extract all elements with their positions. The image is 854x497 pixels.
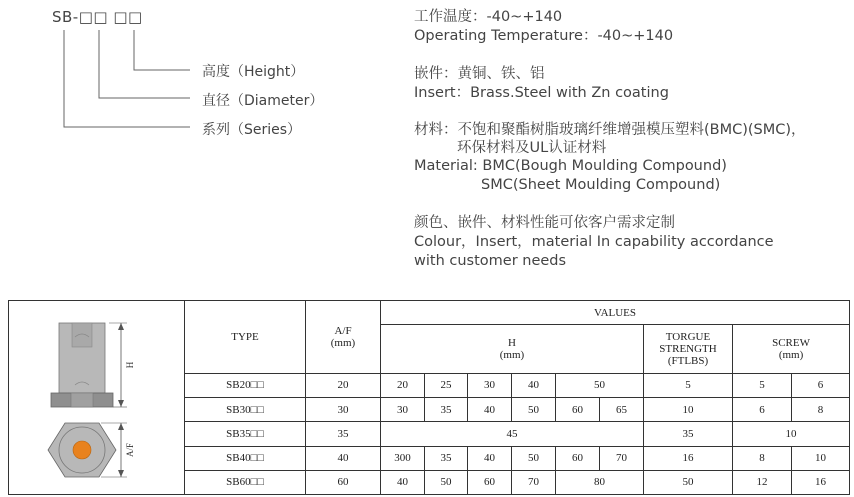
- h-cell: 50: [512, 446, 556, 470]
- product-diagram-cell: [9, 301, 185, 495]
- h-cell: 65: [600, 398, 644, 422]
- header-torque-line2: STRENGTH: [659, 343, 717, 355]
- h-cell: 60: [556, 398, 600, 422]
- h-cell: 70: [512, 470, 556, 494]
- height-label: 高度（Height）: [202, 64, 305, 80]
- torque-cell: 35: [644, 422, 733, 446]
- h-cell: 20: [381, 373, 425, 397]
- height-leader-line: [134, 30, 190, 70]
- h-cell: 40: [512, 373, 556, 397]
- screw-cell: 16: [792, 470, 850, 494]
- material-en-1: Material: BMC(Bough Moulding Compound): [414, 158, 727, 174]
- screw-cell: 8: [733, 446, 792, 470]
- af-cell: 35: [306, 422, 381, 446]
- product-diagram: [9, 301, 185, 491]
- h-cell: 35: [425, 398, 468, 422]
- h-cell: 70: [600, 446, 644, 470]
- header-type: TYPE: [185, 301, 306, 374]
- series-label: 系列（Series）: [202, 122, 302, 138]
- torque-cell: 50: [644, 470, 733, 494]
- type-cell: SB20□□: [185, 373, 306, 397]
- screw-cell: 12: [733, 470, 792, 494]
- colour-en-2: with customer needs: [414, 253, 567, 269]
- material-cn-2: 环保材料及UL认证材料: [457, 140, 607, 156]
- temperature-cn: 工作温度：-40~+140: [414, 9, 563, 25]
- h-cell: 30: [381, 398, 425, 422]
- h-cell: 60: [556, 446, 600, 470]
- h-cell: 50: [425, 470, 468, 494]
- colour-cn: 颜色、嵌件、材料性能可依客户需求定制: [414, 215, 675, 231]
- diameter-leader-line: [99, 30, 190, 98]
- top-view: [48, 423, 135, 477]
- h-cell: 40: [381, 470, 425, 494]
- colour-en-1: Colour，Insert，material In capability accordance: [414, 234, 774, 250]
- model-code: SB-□□ □□: [52, 8, 143, 26]
- type-cell: SB35□□: [185, 422, 306, 446]
- diameter-label: 直径（Diameter）: [202, 93, 324, 109]
- h-cell: 60: [468, 470, 512, 494]
- spec-table-wrapper: [8, 300, 849, 494]
- spec-table: [8, 300, 850, 495]
- side-view: [51, 323, 135, 407]
- h-cell: 25: [425, 373, 468, 397]
- insert-cn: 嵌件：黄铜、铁、铝: [414, 66, 545, 82]
- screw-cell: 10: [792, 446, 850, 470]
- type-cell: SB30□□: [185, 398, 306, 422]
- screw-cell: 6: [792, 373, 850, 397]
- header-torque-line1: TORGUE: [665, 331, 711, 343]
- h-cell: 80: [556, 470, 644, 494]
- af-cell: 30: [306, 398, 381, 422]
- header-h-unit: (mm): [499, 349, 525, 361]
- torque-cell: 16: [644, 446, 733, 470]
- h-cell: 50: [556, 373, 644, 397]
- screw-cell: 10: [733, 422, 850, 446]
- h-cell: 45: [381, 422, 644, 446]
- header-af: [306, 301, 381, 374]
- header-torque: [644, 325, 733, 374]
- insert-hole: [73, 441, 91, 459]
- af-cell: 60: [306, 470, 381, 494]
- screw-cell: 8: [792, 398, 850, 422]
- h-cell: 30: [468, 373, 512, 397]
- af-dimension-label: A/F: [125, 442, 135, 458]
- temperature-en: Operating Temperature：-40~+140: [414, 28, 674, 44]
- screw-cell: 5: [733, 373, 792, 397]
- header-screw: [733, 325, 850, 374]
- af-cell: 40: [306, 446, 381, 470]
- header-values: VALUES: [381, 301, 850, 325]
- h-cell: 40: [468, 398, 512, 422]
- type-cell: SB60□□: [185, 470, 306, 494]
- material-en-2: SMC(Sheet Moulding Compound): [481, 177, 721, 193]
- header-h: [381, 325, 644, 374]
- screw-cell: 6: [733, 398, 792, 422]
- h-cell: 300: [381, 446, 425, 470]
- header-af-unit: (mm): [330, 336, 356, 349]
- h-cell: 35: [425, 446, 468, 470]
- header-torque-line3: (FTLBS): [667, 355, 709, 367]
- material-cn-1: 材料：不饱和聚酯树脂玻璃纤维增强模压塑料(BMC)(SMC)，: [414, 122, 806, 138]
- series-leader-line: [64, 30, 190, 127]
- torque-cell: 10: [644, 398, 733, 422]
- torque-cell: 5: [644, 373, 733, 397]
- h-dimension-label: H: [125, 361, 135, 369]
- header-h-label: H: [508, 337, 516, 349]
- h-cell: 50: [512, 398, 556, 422]
- af-cell: 20: [306, 373, 381, 397]
- header-af-label: A/F: [334, 324, 352, 337]
- h-cell: 40: [468, 446, 512, 470]
- header-screw-unit: (mm): [778, 349, 804, 361]
- type-cell: SB40□□: [185, 446, 306, 470]
- insert-en: Insert：Brass.Steel with Zn coating: [414, 85, 669, 101]
- header-screw-label: SCREW: [772, 337, 810, 349]
